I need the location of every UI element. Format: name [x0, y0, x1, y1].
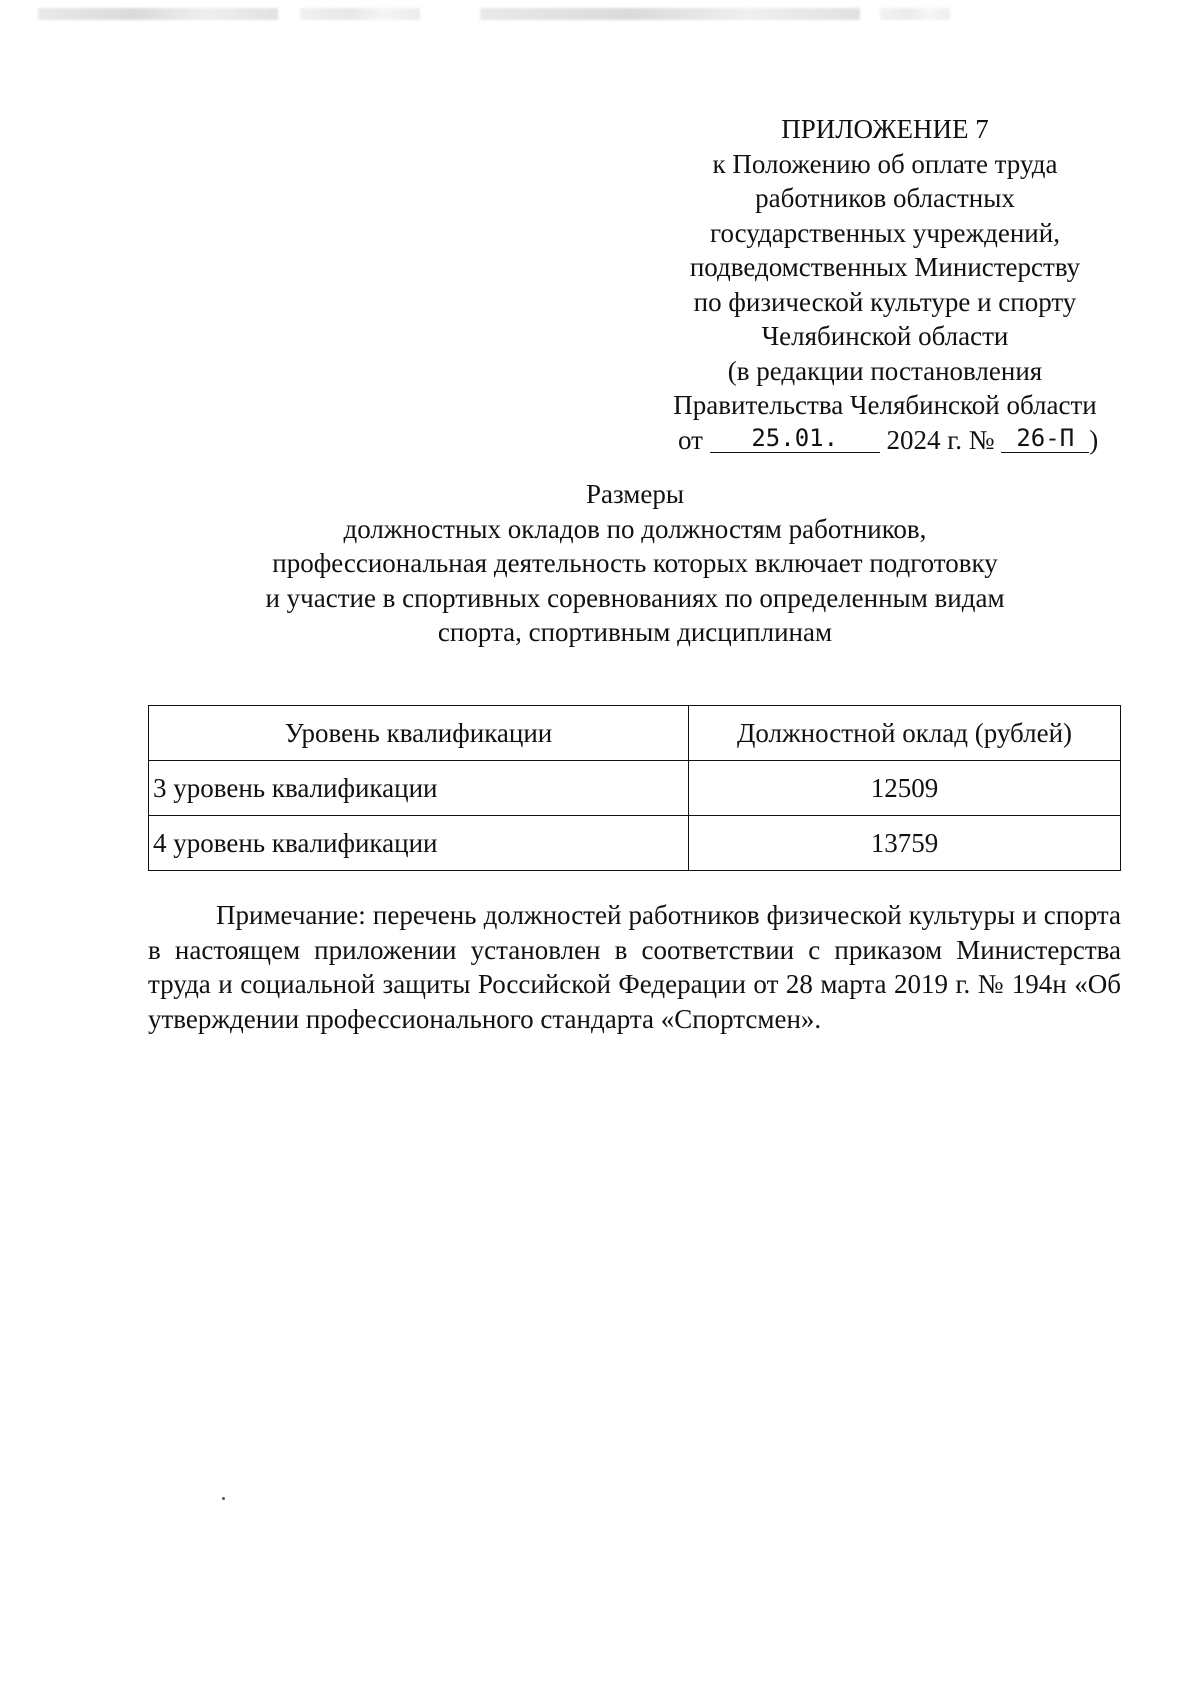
scan-artifact: [880, 8, 950, 20]
table-header-row: [149, 706, 1121, 761]
qualification-level: 4 уровень квалификации: [149, 816, 689, 871]
scan-artifact: [38, 8, 278, 20]
attachment-line: к Положению об оплате труда: [712, 148, 1058, 179]
salary-table: [148, 705, 1121, 871]
salary-amount: 12509: [689, 761, 1121, 816]
salary-amount: 13759: [689, 816, 1121, 871]
attachment-title: ПРИЛОЖЕНИЕ 7: [781, 114, 989, 144]
resolution-year: 2024 г. №: [886, 424, 995, 455]
resolution-number: 26-П: [1001, 424, 1089, 453]
title-line: и участие в спортивных соревнованиях по определенным видам: [265, 582, 1005, 613]
attachment-header: [640, 112, 1130, 457]
title-line: Размеры: [586, 479, 684, 509]
title-line: профессиональная деятельность которых включает подготовку: [272, 548, 998, 578]
attachment-line: Челябинской области: [761, 321, 1009, 351]
column-header-level: Уровень квалификации: [149, 706, 689, 761]
attachment-line: по физической культуре и спорту: [693, 286, 1077, 317]
scan-speck: [222, 1497, 225, 1500]
attachment-line: подведомственных Министерству: [689, 252, 1081, 282]
qualification-level: 3 уровень квалификации: [149, 761, 689, 816]
document-title: [200, 477, 1070, 650]
attachment-line: Правительства Челябинской области: [673, 390, 1097, 420]
attachment-line: работников областных: [755, 183, 1015, 213]
scan-artifact: [480, 8, 860, 20]
title-line: должностных окладов по должностям работников,: [343, 513, 927, 544]
closing-paren: ): [1089, 424, 1099, 455]
table-row: [149, 761, 1121, 816]
scan-artifact: [300, 8, 420, 20]
column-header-salary: Должностной оклад (рублей): [689, 706, 1121, 761]
attachment-line: (в редакции постановления: [727, 355, 1043, 386]
attachment-line: государственных учреждений,: [710, 217, 1060, 248]
resolution-date: 25.01.: [710, 424, 880, 453]
note-paragraph: Примечание: перечень должностей работников физической культуры и спорта в настоящем приложении установлен в соответствии с приказом Министерства труда и социальной защиты Российской Федерации от 28 марта 2019 г. № 194н «Об утверждении профессионального стандарта «Спортсмен».: [148, 900, 1121, 1034]
resolution-reference: [640, 423, 1130, 458]
title-line: спорта, спортивным дисциплинам: [437, 617, 833, 647]
table-row: [149, 816, 1121, 871]
from-prefix: от: [678, 424, 703, 455]
